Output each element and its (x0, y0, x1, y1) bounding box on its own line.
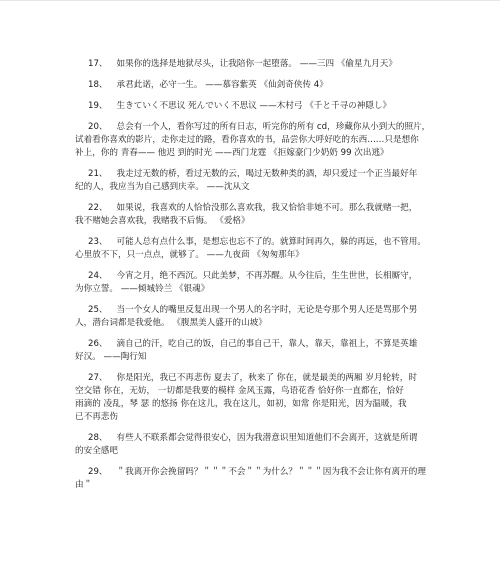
quote-text-continued: 空交错 你在，无妨， 一切都是我要的模样 金风玉露，鸟语花香 恰好你一直都在，恰好 (75, 386, 404, 396)
quote-number: 27、 (88, 373, 108, 383)
quote-text: ＂我离开你会挽留吗？＂＂＂不会＂＂为什么？＂＂＂因为我不会让你有离开的理 (116, 467, 426, 477)
quote-number: 18、 (88, 80, 108, 90)
quote-text: 如果说，我喜欢的人恰恰没那么喜欢我，我又恰恰非她不可。那么我就赌一把， (116, 203, 418, 213)
quote-text-continued: 好汉。 ——陶行知 (75, 352, 147, 362)
quote-number: 20、 (88, 122, 108, 132)
quote-17 (88, 58, 438, 71)
quote-text-continued: 我不赌她会喜欢我，我赌我不后悔。 《爱格》 (75, 216, 250, 226)
quote-text: 总会有一个人，看你写过的所有日志，听完你的所有 cd，珍藏你从小到大的照片， (116, 122, 431, 132)
page-top-edge (0, 0, 500, 1)
quote-text: 你是阳光，我已不再悲伤 夏去了，秋来了 你在，就是最美的两厢 岁月轮转，时 (116, 373, 417, 383)
quote-text-continued: 已不再悲伤 (75, 412, 118, 422)
quote-text-continued: 试着看你喜欢的影片，走你走过的路，看你喜欢的书，品尝你大呼好吃的东西……只是想你 (75, 135, 419, 145)
quote-18 (88, 79, 438, 92)
quote-text: 我走过无数的桥，看过无数的云，喝过无数种类的酒，却只爱过一个正当最好年 (116, 169, 418, 179)
quote-number: 22、 (88, 203, 108, 213)
quote-text-continued: 纪的人，我应当为自己感到庆幸。 ——沈从文 (75, 182, 250, 192)
quote-number: 25、 (88, 305, 108, 315)
quote-text-continued: 的安全感吧 (75, 446, 118, 456)
quote-text-continued: 补上，你的 青春—— 他迟 到的时光 ——西门龙霆 《拒嫁豪门少奶奶 99 次出逃》 (75, 148, 389, 158)
quote-text: 可能人总有点什么事，是想忘也忘不了的。就算时间再久，躲的再远，也不管用。 (116, 237, 426, 247)
quote-27 (75, 372, 438, 424)
quote-number: 28、 (88, 433, 108, 443)
quote-26 (75, 338, 438, 364)
quote-28 (75, 432, 438, 458)
quote-24 (75, 270, 438, 296)
quote-23 (75, 236, 438, 262)
quote-text-continued: 心里放不下，只一点点，就够了。 ——九夜茴 《匆匆那年》 (75, 250, 304, 260)
quote-number: 19、 (88, 101, 108, 111)
quote-text-continued: 为你立誓。 ——倾城铃兰 《银魂》 (75, 284, 210, 294)
quote-number: 21、 (88, 169, 108, 179)
quote-number: 17、 (88, 59, 108, 69)
quote-19 (88, 100, 438, 113)
quote-text: 滴自己的汗，吃自己的饭，自己的事自己干，靠人，靠天，靠祖上，不算是英雄 (116, 339, 418, 349)
quote-25 (75, 304, 438, 330)
quote-number: 24、 (88, 271, 108, 281)
quote-number: 26、 (88, 339, 108, 349)
quote-text: 如果你的选择是地狱尽头，让我陪你一起堕落。 ——三四 《偷星九月天》 (116, 59, 397, 69)
quote-20 (75, 121, 438, 160)
quote-22 (75, 202, 438, 228)
quote-text: 有些人不联系都会觉得很安心，因为我潜意识里知道他们不会离开，这就是所谓 (116, 433, 418, 443)
quote-text: 生きていく不思议 死んでいく不思议 ——木村弓 《千と千寻の神隠し》 (116, 101, 392, 111)
quote-number: 29、 (88, 467, 108, 477)
quote-21 (75, 168, 438, 194)
quote-text-continued: 人，潜台词都是我爱他。 《腹黑美人盛开的山坡》 (75, 318, 267, 328)
quote-text-continued: 雨滴的 凌乱，琴 瑟 的悠扬 你在这儿，我在这儿，如初，如常 你是阳光，因为温暖，我 (75, 399, 407, 409)
quote-text: 当一个女人的嘴里反复出现一个男人的名字时，无论是夸那个男人还是骂那个男 (116, 305, 418, 315)
quote-text-continued: 由＂ (75, 480, 93, 490)
quote-29 (75, 466, 438, 492)
quote-text: 承君此诺，必守一生。 ——慕容紫英 《仙剑奇侠传 4》 (116, 80, 328, 90)
quote-text: 今宵之月，绝不西沉。只此美梦，不再苏醒。从今往后，生生世世，长相厮守， (116, 271, 418, 281)
quote-number: 23、 (88, 237, 108, 247)
